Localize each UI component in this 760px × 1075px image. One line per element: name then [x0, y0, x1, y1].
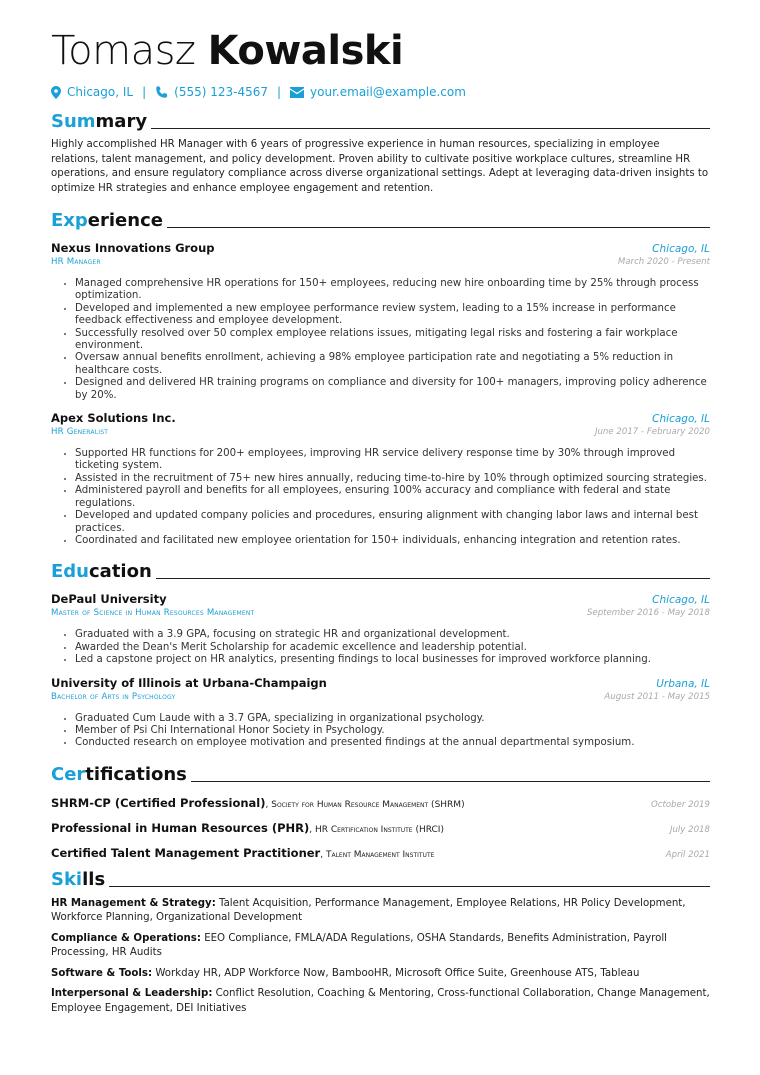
summary-heading	[51, 109, 710, 133]
education-entry	[51, 592, 710, 666]
section-title: Skills	[51, 868, 106, 890]
certification-item: Certified Talent Management Practitioner, Talent Management Institute April 2021	[51, 845, 710, 860]
phone-text: (555) 123-4567	[174, 85, 268, 99]
location-text: Chicago, IL	[67, 85, 134, 99]
list-item: • Designed and delivered HR training programs on compliance and diversity for 100+ managers, improving policy adherence by 20%.	[75, 377, 710, 402]
phone-icon	[155, 86, 174, 99]
bullet-list	[51, 448, 710, 547]
certification-item: Professional in Human Resources (PHR), HR Certification Institute (HRCI) July 2018	[51, 820, 710, 835]
degree-title: Bachelor of Arts in Psychology	[51, 691, 176, 702]
section-title: Certifications	[51, 763, 187, 785]
entry-location: Chicago, IL	[652, 413, 710, 426]
section-title: Education	[51, 561, 152, 583]
entry-dates: August 2011 - May 2015	[604, 691, 710, 702]
skill-values: EEO Compliance, FMLA/ADA Regulations, OSHA Standards, Benefits Administration, Payroll Processing, HR Audits	[51, 932, 668, 959]
school-name: University of Illinois at Urbana-Champaign	[51, 675, 327, 690]
certification-list	[51, 792, 710, 859]
entry-dates: March 2020 - Present	[617, 257, 710, 267]
job-title: HR Generalist	[51, 427, 109, 438]
skills-heading	[51, 867, 710, 891]
list-item: • Graduated Cum Laude with a 3.7 GPA, specializing in organizational psychology.	[75, 713, 710, 725]
list-item: • Administered payroll and benefits for all employees, ensuring 100% accuracy and compliance with federal and state regulations.	[75, 485, 710, 510]
section-rule	[191, 781, 710, 782]
employer-name: Nexus Innovations Group	[51, 241, 215, 255]
list-item: • Developed and updated company policies and procedures, ensuring alignment with changing labor laws and internal best practices.	[75, 510, 710, 535]
map-marker-icon	[51, 86, 67, 99]
section-title: Summary	[51, 111, 148, 132]
skill-row	[51, 897, 710, 926]
education-entry	[51, 676, 710, 750]
degree-title: Master of Science in Human Resources Management	[51, 608, 255, 619]
list-item: • Developed and implemented a new employee performance review system, leading to a 15% increase in performance feedback effectiveness and employee development.	[75, 303, 710, 328]
bullet-list	[51, 278, 710, 402]
entry-location: Chicago, IL	[652, 594, 710, 607]
contact-separator: |	[142, 85, 147, 99]
bullet-list	[51, 713, 710, 750]
certification-name: Professional in Human Resources (PHR)	[51, 820, 310, 835]
section-rule	[109, 886, 710, 887]
contact-bar	[51, 84, 710, 100]
experience-entry	[51, 411, 710, 547]
entry-dates: June 2017 - February 2020	[594, 427, 710, 438]
contact-separator: |	[277, 85, 282, 99]
certification-name: Certified Talent Management Practitioner	[51, 845, 321, 860]
skill-category: Interpersonal & Leadership:	[51, 988, 213, 1000]
skill-values: Conflict Resolution, Coaching & Mentoring, Cross-functional Collaboration, Change Management, Employee Engagement, DEI Initiatives	[51, 988, 710, 1014]
list-item: • Oversaw annual benefits enrollment, achieving a 98% employee participation rate and negotiating a 5% reduction in healthcare costs.	[75, 352, 710, 377]
list-item: • Supported HR functions for 200+ employees, improving HR service delivery response time by 30% through improved ticketing system.	[75, 448, 710, 473]
certification-issuer: Talent Management Institute	[325, 849, 435, 860]
certification-item: SHRM-CP (Certified Professional), Society for Human Resource Management (SHRM) October 2019	[51, 795, 710, 810]
section-rule	[156, 578, 710, 579]
candidate-name	[51, 28, 710, 74]
skill-category: HR Management & Strategy:	[51, 897, 216, 909]
experience-heading	[51, 208, 710, 232]
skill-row	[51, 932, 710, 961]
entry-location: Urbana, IL	[656, 677, 710, 690]
skill-values: Workday HR, ADP Workforce Now, BambooHR, Microsoft Office Suite, Greenhouse ATS, Tableau	[155, 967, 640, 979]
school-name: DePaul University	[51, 592, 167, 607]
list-item: • Conducted research on employee motivation and presented findings at the annual departmental symposium.	[75, 737, 710, 749]
skill-category: Compliance & Operations:	[51, 932, 201, 944]
entry-dates: September 2016 - May 2018	[586, 608, 710, 619]
list-item: • Successfully resolved over 50 complex employee relations issues, mitigating legal risks and fostering a fair workplace environment.	[75, 328, 710, 353]
entry-location: Chicago, IL	[652, 243, 710, 255]
first-name: Tomasz	[51, 28, 196, 74]
certification-date: April 2021	[665, 849, 710, 860]
list-item: • Graduated with a 3.9 GPA, focusing on strategic HR and organizational development.	[75, 629, 710, 641]
summary-text: Highly accomplished HR Manager with 6 years of progressive experience in human resources, specializing in employee relations, talent management, and policy development. Proven ability to cultivate positive workplace cultures, streamline HR operations, and ensure regulatory compliance across diverse organizational settings. Adept at leveraging data-driven insights to optimize HR strategies and enhance employee engagement and retention.	[51, 139, 709, 194]
certification-issuer: Society for Human Resource Management (SHRM)	[271, 799, 465, 810]
certification-name: SHRM-CP (Certified Professional)	[51, 795, 266, 810]
certification-issuer: HR Certification Institute (HRCI)	[315, 824, 444, 835]
certifications-heading	[51, 762, 710, 786]
skill-row	[51, 987, 710, 1016]
envelope-icon	[290, 87, 310, 98]
certification-date: October 2019	[651, 799, 710, 810]
bullet-list	[51, 629, 710, 666]
list-item: • Led a capstone project on HR analytics, presenting findings to local businesses for improved workforce planning.	[75, 654, 710, 666]
employer-name: Apex Solutions Inc.	[51, 411, 176, 426]
section-rule	[151, 128, 710, 129]
list-item: • Awarded the Dean's Merit Scholarship for academic excellence and leadership potential.	[75, 642, 710, 654]
skill-row	[51, 967, 710, 982]
section-title: Experience	[51, 210, 163, 231]
section-rule	[167, 227, 710, 228]
last-name: Kowalski	[207, 28, 404, 74]
skill-category: Software & Tools:	[51, 967, 153, 979]
job-title: HR Manager	[51, 257, 101, 267]
certification-date: July 2018	[669, 824, 710, 835]
list-item: • Assisted in the recruitment of 75+ new hires annually, reducing time-to-hire by 10% through optimized sourcing strategies.	[75, 473, 710, 485]
email-link[interactable]: your.email@example.com	[310, 85, 466, 99]
education-heading	[51, 559, 710, 583]
list-item: • Managed comprehensive HR operations for 150+ employees, reducing new hire onboarding time by 25% through process optimization.	[75, 278, 710, 303]
skill-values: Talent Acquisition, Performance Management, Employee Relations, HR Policy Development, Workforce Planning, Organizational Development	[51, 897, 686, 924]
experience-entry	[51, 241, 710, 402]
list-item: • Coordinated and facilitated new employee orientation for 150+ individuals, enhancing integration and retention rates.	[75, 535, 710, 547]
list-item: • Member of Psi Chi International Honor Society in Psychology.	[75, 725, 710, 737]
